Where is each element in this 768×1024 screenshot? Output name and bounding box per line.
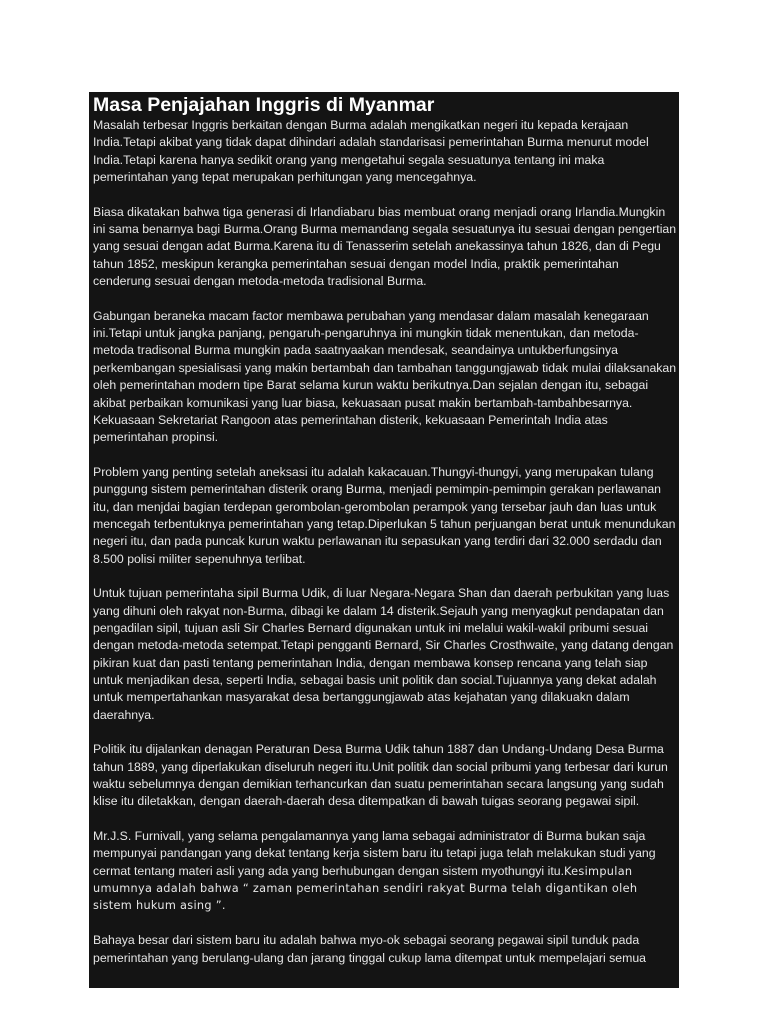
paragraph-5: Untuk tujuan pemerintaha sipil Burma Udik, di luar Negara-Negara Shan dan daerah perbukitan yang luas yang dihuni oleh rakyat non-Burma, dibagi ke dalam 14 disterik.Sejauh yang menyagkut pendapatan dan pengadilan sipil, tujuan asli Sir Charles Bernard digunakan untuk ini melalui wakil-wakil pribumi sesuai dengan metoda-metoda setempat.Tetapi pengganti Bernard, Sir Charles Crosthwaite, yang datang dengan pikiran kuat dan pasti tentang pemerintahan India, dengan membawa konsep rencana yang telah siap untuk menjadikan desa, seperti India, sebagai basis unit politik dan social.Tujuannya yang dekat adalah untuk mempertahankan masyarakat desa bertanggungjawab atas kejahatan yang dilakuakn dalam daerahnya. [93, 586, 674, 722]
paragraph-8: Bahaya besar dari sistem baru itu adalah bahwa myo-ok sebagai seorang pegawai sipil tunduk pada pemerintahan yang berulang-ulang dan jarang tinggal cukup lama ditempat untuk mempelajari semua [93, 933, 647, 965]
document-page [89, 92, 679, 988]
paragraph-6: Politik itu dijalankan denagan Peraturan Desa Burma Udik tahun 1887 dan Undang-Undang Desa Burma tahun 1889, yang diperlakukan diseluruh negeri itu.Unit politik dan social pribumi yang terbesar dari kurun waktu sebelumnya dengan demikian terhancurkan dan suatu pemerintahan secara langsung yang sudah klise itu diletakkan, dengan daerah-daerah desa ditempatkan di bawah tuigas seorang pegawai sipil. [93, 742, 668, 809]
paragraph-3: Gabungan beraneka macam factor membawa perubahan yang mendasar dalam masalah kenegaraan ini.Tetapi untuk jangka panjang, pengaruh-pengaruhnya ini mungkin tidak menentukan, dan metoda-metoda tradisonal Burma mungkin pada saatnyaakan mendesak, seandainya untukberfungsinya perkembangan spesialisasi yang makin bertambah dan tambahan tanggungjawab tidak mulai dilaksanakan oleh pemerintahan modern tipe Barat selama kurun waktu berikutnya.Dan sejalan dengan itu, sebagai akibat perbaikan komunikasi yang luar biasa, kekuasaan pusat makin bertambah-tambahbesarnya. Kekuasaan Sekretariat Rangoon atas pemerintahan disterik, kekuasaan Pemerintah India atas pemerintahan propinsi. [93, 308, 677, 445]
paragraph-7-text: Mr.J.S. Furnivall, yang selama pengalamannya yang lama sebagai administrator di Burma bukan saja mempunyai pandangan yang dekat tentang kerja sistem baru itu tetapi juga telah melakukan studi yang cermat tentang materi asli yang ada yang berhubungan dengan sistem myothungyi itu. [93, 829, 656, 878]
paragraph-7 [93, 828, 679, 915]
paragraph-7-quote: Kesimpulan umumnya adalah bahwa “ zaman pemerintahan sendiri rakyat Burma telah digantikan oleh sistem hukum asing ”. [93, 864, 638, 913]
paragraph-2: Biasa dikatakan bahwa tiga generasi di Irlandiabaru bias membuat orang menjadi orang Irlandia.Mungkin ini sama benarnya bagi Burma.Orang Burma memandang segala sesuatunya itu sesuai dengan pengertian yang sesuai dengan adat Burma.Karena itu di Tenasserim setelah anekassinya tahun 1826, dan di Pegu tahun 1852, meskipun kerangka pemerintahan sesuai dengan model India, praktik pemerintahan cenderung sesuai dengan metoda-metoda tradisional Burma. [93, 204, 677, 289]
paragraph-4: Problem yang penting setelah aneksasi itu adalah kakacauan.Thungyi-thungyi, yang merupakan tulang punggung sistem pemerintahan disterik orang Burma, menjadi pemimpin-pemimpin gerakan perlawanan itu, dan menjdai bagian terdepan gerombolan-gerombolan perampok yang tersebar jauh dan luas untuk mencegah terbentuknya pemerintahan yang tetap.Diperlukan 5 tahun perjuangan berat untuk menundukan negeri itu, dan pada puncak kurun waktu perlawanan itu sepasukan yang terdiri dari 32.000 serdadu dan 8.500 polisi militer sepenuhnya terlibat. [93, 464, 676, 566]
paragraph-1: Masalah terbesar Inggris berkaitan dengan Burma adalah mengikatkan negeri itu kepada kerajaan India.Tetapi akibat yang tidak dapat dihindari adalah standarisasi pemerintahan Burma menurut model India.Tetapi karena hanya sedikit orang yang mengetahui segala sesuatunya tentang ini maka pemerintahan yang tepat merupakan perhitungan yang mencegahnya. [93, 118, 649, 185]
document-title: Masa Penjajahan Inggris di Myanmar [93, 94, 435, 116]
